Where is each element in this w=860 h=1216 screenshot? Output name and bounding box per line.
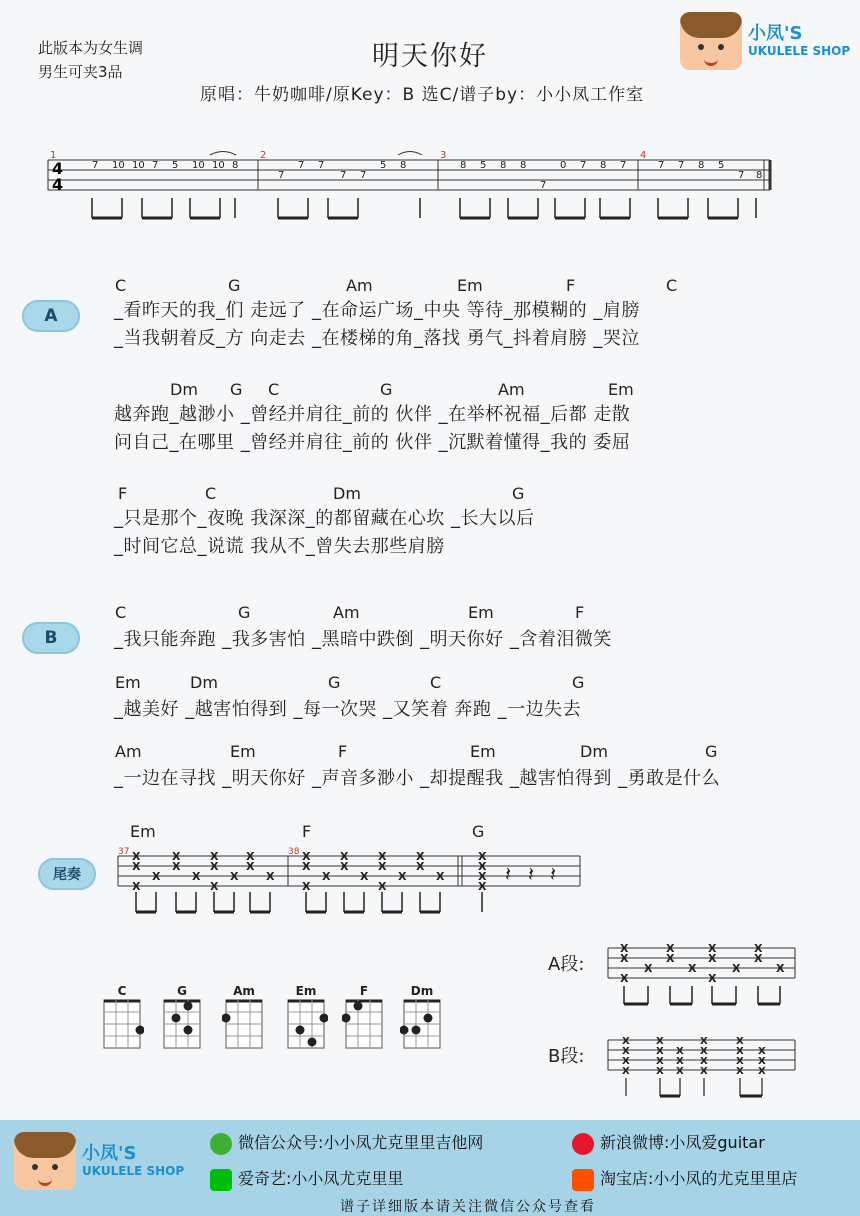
- iqiyi-info: [210, 1166, 403, 1191]
- svg-text:X: X: [688, 962, 697, 975]
- svg-text:4: 4: [52, 175, 64, 194]
- iqiyi-text: 爱奇艺:小小凤尤克里里: [238, 1169, 404, 1188]
- svg-text:X: X: [620, 972, 629, 985]
- chord-label: Em: [468, 603, 494, 622]
- version-note-line2: 男生可夹3品: [38, 63, 123, 81]
- svg-text:X: X: [676, 1056, 684, 1067]
- mute-mark: X: [230, 870, 239, 883]
- footer-note: 谱子详细版本请关注微信公众号查看: [340, 1199, 596, 1215]
- chord-label: Em: [230, 742, 256, 761]
- svg-text:X: X: [758, 1056, 766, 1067]
- fret-number: 7: [360, 170, 367, 181]
- svg-text:X: X: [656, 1066, 664, 1077]
- chord-label: G: [230, 380, 243, 399]
- chord-fretboard: [160, 998, 204, 1050]
- mute-mark: X: [340, 860, 349, 873]
- mute-mark: X: [436, 870, 445, 883]
- fret-number: 8: [500, 160, 507, 171]
- svg-text:X: X: [656, 1056, 664, 1067]
- outro-badge: 尾奏: [38, 858, 96, 890]
- weibo-info: [572, 1130, 765, 1155]
- taobao-icon: [572, 1169, 594, 1191]
- chord-diagram-dm: [400, 984, 444, 1054]
- fret-number: 10: [212, 160, 225, 171]
- chord-label: G: [238, 603, 251, 622]
- fret-number: 0: [560, 160, 567, 171]
- fret-number: 5: [172, 160, 179, 171]
- svg-text:X: X: [622, 1046, 630, 1057]
- mute-mark: X: [172, 860, 181, 873]
- pattern-b-label: B段:: [548, 1046, 585, 1067]
- chord-label: Dm: [190, 673, 218, 692]
- mute-mark: X: [478, 860, 487, 873]
- mute-mark: X: [132, 850, 141, 863]
- pattern-a-tab: [600, 938, 800, 1008]
- mute-mark: X: [246, 860, 255, 873]
- fret-number: 7: [152, 160, 159, 171]
- section-b-badge: B: [22, 622, 80, 654]
- outro-tablature: [110, 846, 590, 916]
- chord-label: Dm: [580, 742, 608, 761]
- mute-mark: X: [266, 870, 275, 883]
- svg-text:X: X: [732, 962, 741, 975]
- svg-text:X: X: [736, 1036, 744, 1047]
- chord-diagram-g: [160, 984, 204, 1054]
- song-title: 明天你好: [372, 41, 488, 72]
- mute-mark: X: [210, 860, 219, 873]
- svg-text:𝄽: 𝄽: [528, 862, 535, 886]
- lyric-line: _我只能奔跑 _我多害怕 _黑暗中跌倒 _明天你好 _含着泪微笑: [114, 629, 612, 650]
- svg-text:X: X: [754, 952, 763, 965]
- fret-number: 7: [298, 160, 305, 171]
- chord-label: Dm: [333, 484, 361, 503]
- svg-text:X: X: [736, 1046, 744, 1057]
- svg-text:X: X: [736, 1056, 744, 1067]
- chord-label: Em: [608, 380, 634, 399]
- chord-label: F: [302, 822, 312, 841]
- fret-number: 8: [460, 160, 467, 171]
- fret-number: 7: [540, 180, 547, 191]
- fret-number: 8: [400, 160, 407, 171]
- taobao-info: [572, 1166, 797, 1191]
- chord-diagram-c: [100, 984, 144, 1054]
- svg-text:X: X: [666, 942, 675, 955]
- svg-text:X: X: [676, 1046, 684, 1057]
- chord-diagram-name: Dm: [410, 984, 434, 998]
- chord-fretboard: [100, 998, 144, 1050]
- lyric-line: _看昨天的我_们 走远了 _在命运广场_中央 等待_那模糊的 _肩膀: [114, 300, 640, 321]
- chord-label: Am: [115, 742, 142, 761]
- chord-label: G: [705, 742, 718, 761]
- fret-number: 7: [580, 160, 587, 171]
- chord-label: F: [575, 603, 585, 622]
- fret-number: 10: [192, 160, 205, 171]
- chord-fretboard: [342, 998, 386, 1050]
- footer-logo: [14, 1132, 184, 1190]
- lyric-line: _只是那个_夜晚 我深深_的都留藏在心坎 _长大以后: [114, 508, 535, 529]
- logo-shop: UKULELE SHOP: [748, 44, 851, 58]
- mute-mark: X: [322, 870, 331, 883]
- mute-mark: X: [210, 880, 219, 893]
- fret-number: 7: [340, 170, 347, 181]
- iqiyi-icon: [210, 1169, 232, 1191]
- chord-label: C: [666, 276, 678, 295]
- fret-number: 8: [698, 160, 705, 171]
- chord-label: C: [205, 484, 217, 503]
- svg-text:X: X: [700, 1056, 708, 1067]
- chord-label: C: [115, 276, 127, 295]
- svg-text:X: X: [620, 952, 629, 965]
- mascot-icon: [14, 1132, 76, 1190]
- mute-mark: X: [478, 870, 487, 883]
- svg-text:X: X: [656, 1036, 664, 1047]
- wechat-text: 微信公众号:小小凤尤克里里吉他网: [238, 1133, 484, 1152]
- version-note-line1: 此版本为女生调: [38, 39, 144, 57]
- measure-number: 38: [288, 847, 300, 857]
- chord-label: F: [338, 742, 348, 761]
- lyric-line: _当我朝着反_方 向走去 _在楼梯的角_落找 勇气_抖着肩膀 _哭泣: [114, 328, 640, 349]
- mute-mark: X: [132, 880, 141, 893]
- mute-mark: X: [398, 870, 407, 883]
- svg-text:𝄽: 𝄽: [505, 862, 512, 886]
- brand-logo: [680, 12, 850, 70]
- svg-text:X: X: [676, 1066, 684, 1077]
- chord-diagram-em: [284, 984, 328, 1054]
- wechat-icon: [210, 1133, 232, 1155]
- mute-mark: X: [302, 860, 311, 873]
- mascot-icon: [680, 12, 742, 70]
- fret-number: 7: [318, 160, 325, 171]
- measure-number: 2: [260, 150, 267, 161]
- chord-label: G: [512, 484, 525, 503]
- chord-label: Em: [115, 673, 141, 692]
- section-a-badge: A: [22, 300, 80, 332]
- fret-number: 8: [232, 160, 239, 171]
- chord-diagram-f: [342, 984, 386, 1054]
- fret-number: 7: [620, 160, 627, 171]
- mute-mark: X: [172, 850, 181, 863]
- svg-text:4: 4: [52, 159, 64, 178]
- chord-label: Dm: [170, 380, 198, 399]
- chord-label: Em: [457, 276, 483, 295]
- song-subtitle: 原唱：牛奶咖啡/原Key：B 选C/谱子by：小小凤工作室: [200, 85, 645, 105]
- fret-number: 7: [278, 170, 285, 181]
- mute-mark: X: [302, 850, 311, 863]
- mute-mark: X: [192, 870, 201, 883]
- chord-label: G: [472, 822, 485, 841]
- measure-number: 4: [640, 150, 647, 161]
- weibo-text: 新浪微博:小凤爱guitar: [600, 1133, 765, 1152]
- measure-number: 3: [440, 150, 447, 161]
- chord-label: F: [118, 484, 128, 503]
- fret-number: 5: [480, 160, 487, 171]
- chord-label: C: [268, 380, 280, 399]
- pattern-b-tab: [600, 1030, 800, 1100]
- chord-fretboard: [284, 998, 328, 1050]
- fret-number: 7: [678, 160, 685, 171]
- svg-text:X: X: [708, 952, 717, 965]
- fret-number: 8: [520, 160, 527, 171]
- mute-mark: X: [302, 880, 311, 893]
- svg-text:X: X: [758, 1066, 766, 1077]
- mute-mark: X: [378, 860, 387, 873]
- svg-text:X: X: [620, 942, 629, 955]
- svg-text:X: X: [776, 962, 785, 975]
- lyric-line: _越美好 _越害怕得到 _每一次哭 _又笑着 奔跑 _一边失去: [114, 699, 582, 720]
- mute-mark: X: [340, 850, 349, 863]
- fret-number: 7: [738, 170, 745, 181]
- svg-text:X: X: [666, 952, 675, 965]
- chord-fretboard: [400, 998, 444, 1050]
- fret-number: 5: [718, 160, 725, 171]
- fret-number: 8: [756, 170, 763, 181]
- chord-label: C: [115, 603, 127, 622]
- svg-text:X: X: [700, 1066, 708, 1077]
- mute-mark: X: [478, 850, 487, 863]
- logo-name: 小凤'S: [748, 23, 803, 44]
- intro-tablature: [40, 150, 780, 230]
- measure-number: 37: [118, 847, 130, 857]
- mute-mark: X: [416, 860, 425, 873]
- chord-label: Am: [498, 380, 525, 399]
- fret-number: 7: [92, 160, 99, 171]
- svg-text:X: X: [656, 1046, 664, 1057]
- svg-text:X: X: [644, 962, 653, 975]
- chord-diagram-name: F: [359, 984, 369, 998]
- svg-text:X: X: [622, 1066, 630, 1077]
- chord-label: G: [380, 380, 393, 399]
- fret-number: 7: [658, 160, 665, 171]
- svg-text:X: X: [758, 1046, 766, 1057]
- chord-label: F: [566, 276, 576, 295]
- chord-fretboard: [222, 998, 266, 1050]
- measure-number: 1: [50, 150, 57, 161]
- chord-label: G: [328, 673, 341, 692]
- mute-mark: X: [360, 870, 369, 883]
- mute-mark: X: [132, 860, 141, 873]
- lyric-line: _时间它总_说谎 我从不_曾失去那些肩膀: [114, 536, 445, 557]
- weibo-icon: [572, 1133, 594, 1155]
- taobao-text: 淘宝店:小小凤的尤克里里店: [600, 1169, 798, 1188]
- svg-text:X: X: [708, 972, 717, 985]
- chord-diagram-name: Em: [295, 984, 317, 998]
- chord-diagram-am: [222, 984, 266, 1054]
- mute-mark: X: [246, 850, 255, 863]
- chord-label: G: [572, 673, 585, 692]
- chord-diagram-name: Am: [233, 984, 255, 998]
- logo-shop: UKULELE SHOP: [82, 1164, 185, 1178]
- fret-number: 5: [380, 160, 387, 171]
- wechat-info: [210, 1130, 483, 1155]
- fret-number: 10: [112, 160, 125, 171]
- svg-text:X: X: [708, 942, 717, 955]
- fret-number: 8: [600, 160, 607, 171]
- pattern-a-label: A段:: [548, 954, 585, 975]
- chord-label: C: [430, 673, 442, 692]
- mute-mark: X: [378, 850, 387, 863]
- mute-mark: X: [478, 880, 487, 893]
- chord-diagram-name: C: [117, 984, 127, 998]
- mute-mark: X: [152, 870, 161, 883]
- lyric-line: 越奔跑_越渺小 _曾经并肩往_前的 伙伴 _在举杯祝福_后都 走散: [114, 404, 631, 425]
- chord-label: Am: [346, 276, 373, 295]
- fret-number: 10: [132, 160, 145, 171]
- chord-label: Em: [130, 822, 156, 841]
- svg-text:X: X: [622, 1056, 630, 1067]
- svg-text:X: X: [622, 1036, 630, 1047]
- chord-label: G: [228, 276, 241, 295]
- svg-text:X: X: [754, 942, 763, 955]
- svg-text:𝄽: 𝄽: [550, 862, 557, 886]
- mute-mark: X: [378, 880, 387, 893]
- svg-text:X: X: [736, 1066, 744, 1077]
- logo-name: 小凤'S: [82, 1143, 137, 1164]
- chord-label: Em: [470, 742, 496, 761]
- svg-text:X: X: [700, 1036, 708, 1047]
- lyric-line: _一边在寻找 _明天你好 _声音多渺小 _却提醒我 _越害怕得到 _勇敢是什么: [114, 768, 721, 789]
- lyric-line: 问自己_在哪里 _曾经并肩往_前的 伙伴 _沉默着懂得_我的 委屈: [114, 432, 631, 453]
- chord-label: Am: [333, 603, 360, 622]
- mute-mark: X: [210, 850, 219, 863]
- svg-text:X: X: [700, 1046, 708, 1057]
- chord-diagram-name: G: [177, 984, 187, 998]
- mute-mark: X: [416, 850, 425, 863]
- footer-bar: [0, 1120, 860, 1216]
